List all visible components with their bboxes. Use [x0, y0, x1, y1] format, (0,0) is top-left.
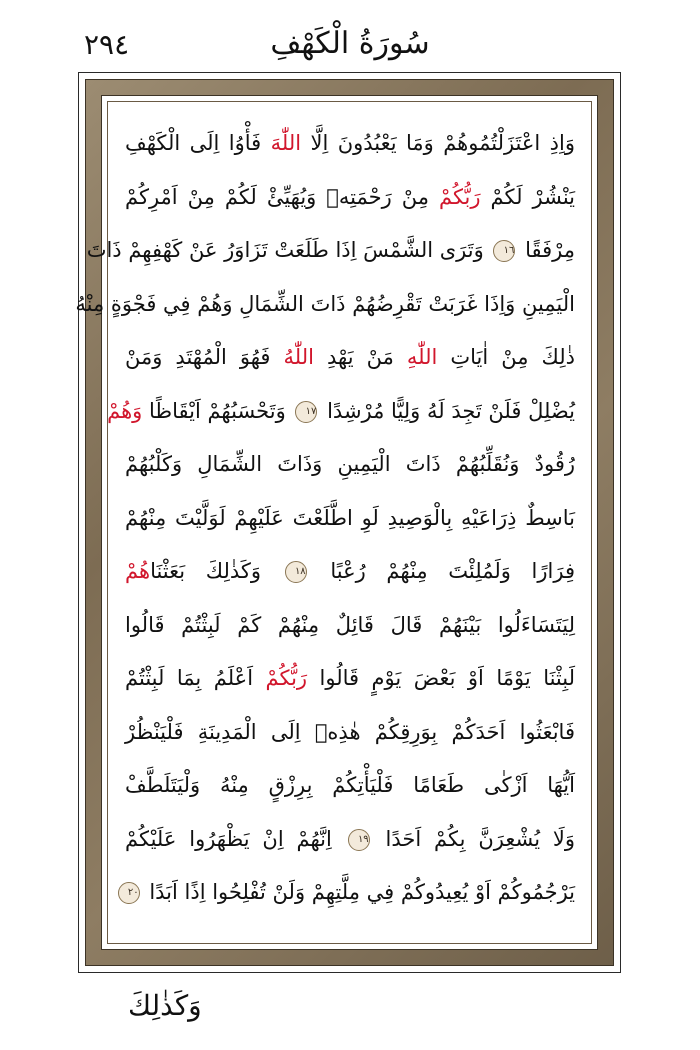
ayah-number-marker: ١٨: [285, 561, 307, 583]
divine-name-highlight: رَبُّكُمْ: [438, 184, 481, 209]
verse-text-segment: لِيَتَسَاءَلُوا بَيْنَهُمْ قَالَ قَائِلٌ مِنْهُمْ كَمْ لَبِثْتُمْ قَالُوا: [125, 612, 575, 637]
verse-text-segment: فَهُوَ الْمُهْتَدِ وَمَنْ: [125, 345, 284, 369]
verse-text-segment: ذٰلِكَ مِنْ اٰيَاتِ: [437, 345, 575, 369]
verse-lines: [75, 117, 576, 920]
verse-line: [107, 385, 575, 439]
verse-line: [125, 866, 575, 920]
divine-name-highlight: هُمْ: [125, 559, 151, 583]
verse-line: [125, 813, 575, 867]
verse-line: [125, 117, 575, 171]
verse-line: [86, 224, 575, 278]
verse-line: [125, 599, 575, 653]
verse-line: [125, 759, 575, 813]
verse-text-segment: بَاسِطٌ ذِرَاعَيْهِ بِالْوَصِيدِ لَوِ اطَّلَعْتَ عَلَيْهِمْ لَوَلَّيْتَ مِنْهُمْ: [125, 505, 575, 530]
divine-name-highlight: اللّٰهَ: [270, 131, 302, 155]
ayah-number-marker: ١٧: [295, 401, 317, 423]
catchword: وَكَذٰلِكَ: [128, 989, 202, 1022]
verse-text-segment: مِرْفَقًا: [518, 238, 575, 262]
page-header: [70, 18, 630, 68]
verse-text-segment: وَاِذِ اعْتَزَلْتُمُوهُمْ وَمَا يَعْبُدُونَ اِلَّا: [301, 131, 575, 155]
verse-text-segment: اَعْلَمُ بِمَا لَبِثْتُمْ: [125, 666, 266, 690]
verse-text-segment: وَتَحْسَبُهُمْ اَيْقَاظًا: [142, 398, 293, 423]
ayah-number-marker: ٢٠: [118, 882, 140, 904]
verse-line: [125, 652, 575, 706]
verse-line: [125, 706, 575, 760]
divine-name-highlight: وَهُمْ: [107, 398, 143, 423]
verse-text-segment: وَلَا يُشْعِرَنَّ بِكُمْ اَحَدًا: [372, 826, 575, 851]
verse-text-segment: الْيَمِينِ وَاِذَا غَرَبَتْ تَقْرِضُهُمْ ذَاتَ الشِّمَالِ وَهُمْ فِي فَجْوَةٍ مِنْهُ: [75, 291, 575, 316]
verse-line: [75, 278, 575, 332]
ayah-number-marker: ١٦: [493, 240, 515, 262]
verse-text-segment: مَنْ يَهْدِ: [313, 345, 407, 369]
verse-line: [125, 438, 575, 492]
verse-line: [125, 492, 575, 546]
verse-text-segment: مِنْ رَحْمَتِهٖ وَيُهَيِّئْ لَكُمْ مِنْ اَمْرِكُمْ: [125, 184, 439, 209]
verse-text-segment: اَيُّهَا اَزْكٰى طَعَامًا فَلْيَأْتِكُمْ بِرِزْقٍ مِنْهُ وَلْيَتَلَطَّفْ: [125, 773, 575, 797]
divine-name-highlight: اللّٰهِ: [406, 345, 438, 369]
verse-text-segment: فِرَارًا وَلَمُلِئْتَ مِنْهُمْ رُعْبًا: [309, 559, 575, 583]
verse-line: [125, 171, 575, 225]
divine-name-highlight: رَبُّكُمْ: [265, 666, 308, 690]
verse-text-segment: اِنَّهُمْ اِنْ يَظْهَرُوا عَلَيْكُمْ: [125, 826, 345, 851]
verse-text-segment: وَكَذٰلِكَ بَعَثْنَا: [150, 559, 282, 583]
verse-line: [125, 331, 575, 385]
ayah-number-marker: ١٩: [348, 829, 370, 851]
verse-text-segment: فَأْوُا اِلَى الْكَهْفِ: [125, 131, 271, 155]
verse-text-segment: فَابْعَثُوا اَحَدَكُمْ بِوَرِقِكُمْ هٰذِهٖ اِلَى الْمَدِينَةِ فَلْيَنْظُرْ: [125, 719, 575, 744]
verse-text-segment: يَنْشُرْ لَكُمْ: [480, 184, 575, 209]
verse-line: [125, 545, 575, 599]
verse-text-segment: رُقُودٌ وَنُقَلِّبُهُمْ ذَاتَ الْيَمِينِ وَذَاتَ الشِّمَالِ وَكَلْبُهُمْ: [125, 452, 575, 476]
surah-title: سُورَةُ الْكَهْفِ: [270, 26, 430, 61]
verse-text-segment: يُضْلِلْ فَلَنْ تَجِدَ لَهُ وَلِيًّا مُرْشِدًا: [320, 398, 575, 423]
verse-text-segment: يَرْجُمُوكُمْ اَوْ يُعِيدُوكُمْ فِي مِلَّتِهِمْ وَلَنْ تُفْلِحُوا اِذًا اَبَدًا: [142, 880, 575, 904]
verse-text-segment: لَبِثْنَا يَوْمًا اَوْ بَعْضَ يَوْمٍ قَالُوا: [307, 666, 576, 690]
verse-text-segment: وَتَرَى الشَّمْسَ اِذَا طَلَعَتْ تَزَاوَرُ عَنْ كَهْفِهِمْ ذَاتَ: [86, 238, 491, 262]
page-number: ٢٩٤: [84, 28, 130, 61]
divine-name-highlight: اللّٰهُ: [283, 345, 314, 369]
